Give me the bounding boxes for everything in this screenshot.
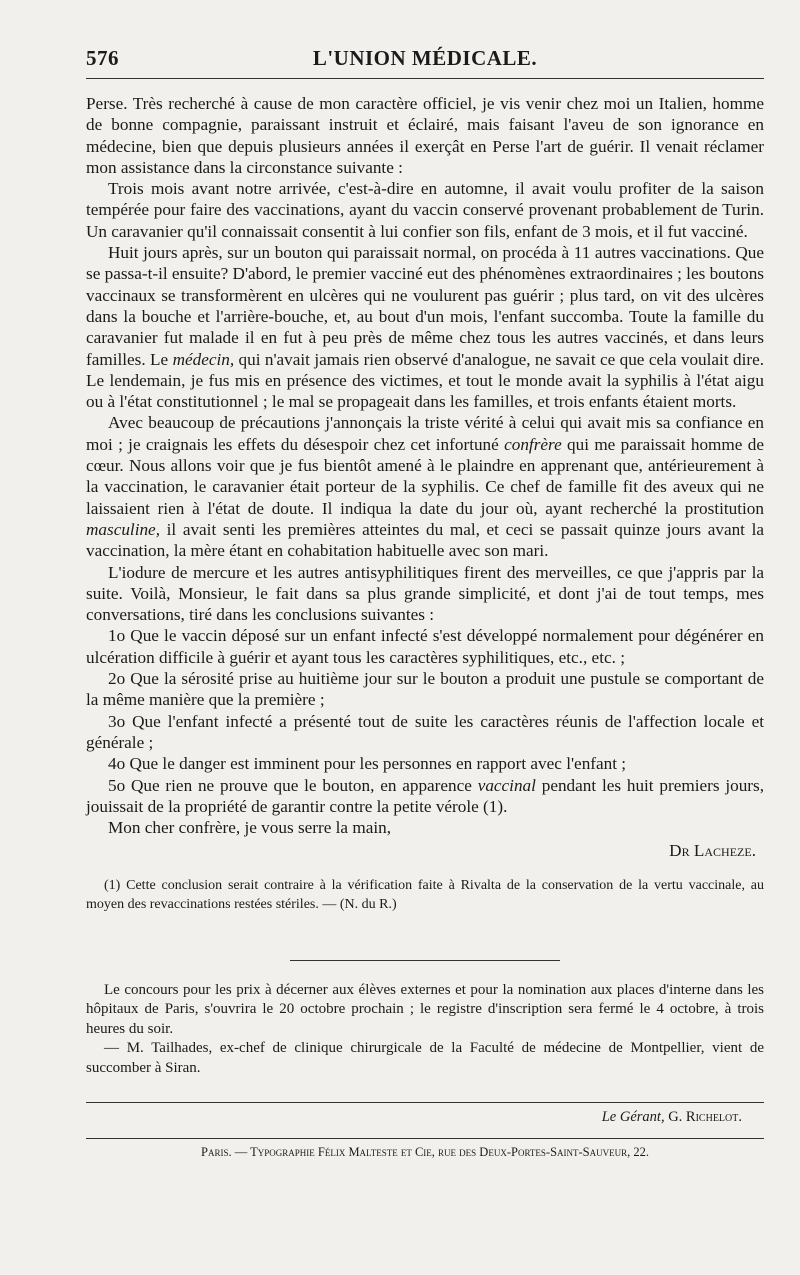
printer-imprint: Paris. — Typographie Félix Malteste et Cie, rue des Deux-Portes-Saint-Sauveur, 22. [86, 1138, 764, 1160]
emphasis: masculine, [86, 519, 160, 539]
notice-concours: Le concours pour les prix à décerner aux élèves externes et pour la nomination aux places d'interne dans les hôpitaux de Paris, s'ouvrira le 20 octobre prochain ; le registre d'inscription sera fermé le 4 octobre, à trois heures du soir. [86, 981, 764, 1037]
conclusion-1: 1o Que le vaccin déposé sur un enfant infecté s'est développé normalement pour dégénérer en ulcération difficile à guérir et ayant tous les caractères syphilitiques, etc., etc. ; [86, 626, 764, 667]
header-rule [86, 78, 764, 79]
footnote: (1) Cette conclusion serait contraire à la vérification faite à Rivalta de la conservation de la vertu vaccinale, au moyen des revaccinations restées stériles. — (N. du R.) [86, 877, 764, 912]
paragraph-4: Avec beaucoup de précautions j'annonçais la triste vérité à celui qui avait mis sa confiance en moi ; je craignais les effets du désespoir chez cet infortuné confrère qui me paraissait homme de cœur. Nous allons voir que je fus bientôt amené à le plaindre en apprenant que, antérieurement à la vaccination, le caravanier était porteur de la syphilis. Ce chef de famille fit des aveux qui ne laissaient rien à l'état de doute. Il indiqua la date du jour où, ayant recherché la prostitution masculine, il avait senti les premières atteintes du mal, et ceci se passait quinze jours avant la vaccination, la mère étant en cohabitation habituelle avec son mari. [86, 413, 764, 561]
emphasis: vaccinal [477, 775, 536, 795]
signature: Dr Lacheze. [669, 841, 756, 861]
emphasis: confrère [504, 434, 562, 454]
paragraph-1: Perse. Très recherché à cause de mon caractère officiel, je vis venir chez moi un Italien, homme de bonne compagnie, paraissant instruit et éclairé, mais faisant l'aveu de son ignorance en médecine, bien que depuis plusieurs années il exerçât en Perse l'art de guérir. Il venait réclamer mon assistance dans la circonstance suivante : [86, 94, 764, 177]
paragraph-2: Trois mois avant notre arrivée, c'est-à-dire en automne, il avait voulu profiter de la saison tempérée pour faire des vaccinations, ayant du vaccin conservé provenant probablement de Turin. Un caravanier qu'il connaissait consentit à lui confier son fils, enfant de 3 mois, et il fut vacciné. [86, 179, 764, 241]
conclusion-5: 5o Que rien ne prouve que le bouton, en apparence vaccinal pendant les huit premiers jours, jouissait de la propriété de garantir contre la petite vérole (1). [86, 775, 764, 816]
gerant-line [86, 1102, 764, 1126]
notice-obituary: — M. Tailhades, ex-chef de clinique chirurgicale de la Faculté de médecine de Montpellier, vient de succomber à Siran. [86, 1040, 764, 1076]
page-header [86, 38, 764, 72]
gerant-name: G. Richelot. [668, 1109, 742, 1126]
closing-line: Mon cher confrère, je vous serre la main, [108, 818, 391, 838]
notices [86, 981, 764, 1079]
paragraph-3: Huit jours après, sur un bouton qui paraissait normal, on procéda à 11 autres vaccinations. Que se passa-t-il ensuite? D'abord, le premier vacciné eut des phénomènes extraordinaires ; les boutons vaccinaux se transformèrent en ulcères qui ne voulurent pas guérir ; plus tard, on vit des ulcères dans la bouche et l'arrière-bouche, et, au bout d'un mois, l'enfant succomba. Toute la famille du caravanier fut malade il en fut à peu près de même chez tous les autres vaccinés, et dans leurs familles. Le médecin, qui n'avait jamais rien observé d'analogue, ne savait ce que cela voulait dire. Le lendemain, je fus mis en présence des victimes, et tout le monde avait la syphilis à l'état aigu ou à l'état constitutionnel ; le mal se propageait dans les familles, et trois enfants étaient morts. [86, 243, 764, 412]
conclusion-2: 2o Que la sérosité prise au huitième jour sur le bouton a produit une pustule se comportant de la même manière que la première ; [86, 669, 764, 710]
gerant-label: Le Gérant, [601, 1109, 665, 1126]
journal-title: L'UNION MÉDICALE. [312, 46, 538, 70]
letter-body [86, 93, 764, 862]
paragraph-5: L'iodure de mercure et les autres antisyphilitiques firent des merveilles, ce que j'appris par la suite. Voilà, Monsieur, le fait dans sa plus grande simplicité, et dont j'ai de tout temps, mes conversations, tiré dans les conclusions suivantes : [86, 562, 764, 625]
section-divider [290, 960, 560, 961]
emphasis: médecin, [172, 349, 235, 369]
page-number: 576 [86, 46, 119, 70]
conclusion-3: 3o Que l'enfant infecté a présenté tout de suite les caractères réunis de l'affection locale et générale ; [86, 711, 764, 752]
conclusion-4: 4o Que le danger est imminent pour les personnes en rapport avec l'enfant ; [108, 754, 627, 774]
